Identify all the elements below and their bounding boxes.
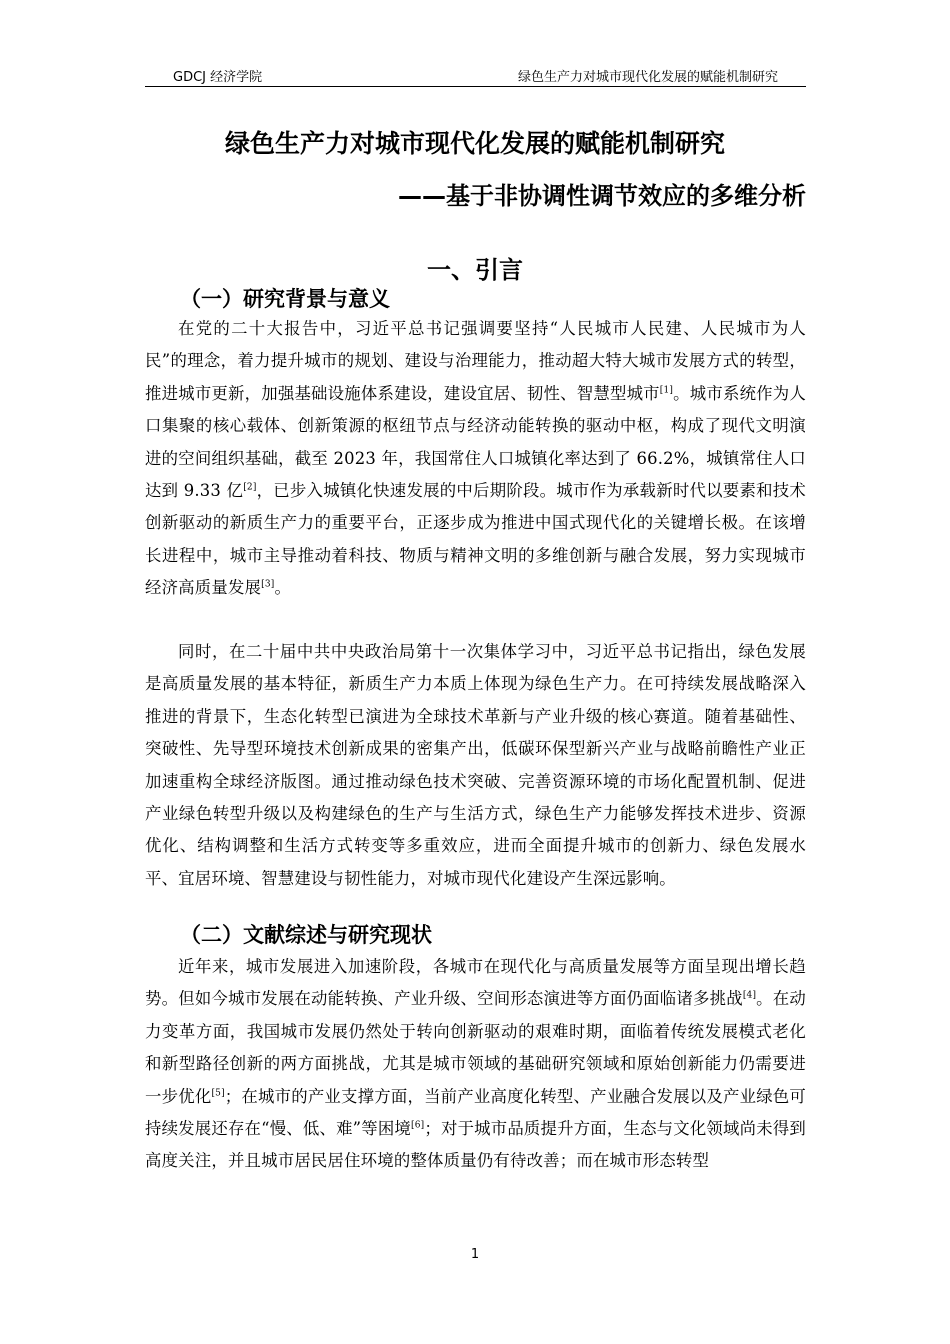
paper-title: 绿色生产力对城市现代化发展的赋能机制研究 bbox=[224, 129, 725, 158]
text-run: ；在城市的产业支撑方面，当前产业高度化转型、产业融合发展以及产业绿色可持续发展还存在“慢、低、难”等困境 bbox=[145, 1086, 806, 1139]
text-run: 。 bbox=[274, 578, 292, 598]
section-heading-introduction: 一、引言 bbox=[427, 256, 523, 284]
text-run: 。在动力变革方面，我国城市发展仍然处于转向创新驱动的艰难时期，面临着传统发展模式老化和新型路径创新的两方面挑战，尤其是城市领域的基础研究领域和原始创新能力仍需要进一步优化 bbox=[145, 989, 806, 1106]
paragraph-background-2: 同时，在二十届中共中央政治局第十一次集体学习中，习近平总书记指出，绿色发展是高质量发展的基本特征，新质生产力本质上体现为绿色生产力。在可持续发展战略深入推进的背景下，生态化转型已演进为全球技术革新与产业升级的核心赛道。随着基础性、突破性、先导型环境技术创新成果的密集产出，低碳环保型新兴产业与战略前瞻性产业正加速重构全球经济版图。通过推动绿色技术突破、完善资源环境的市场化配置机制、促进产业绿色转型升级以及构建绿色的生产与生活方式，绿色生产力能够发挥技术进步、资源优化、结构调整和生活方式转变等多重效应，进而全面提升城市的创新力、绿色发展水平、宜居环境、智慧建设与韧性能力，对城市现代化建设产生深远影响。 bbox=[145, 642, 806, 888]
header-right: 绿色生产力对城市现代化发展的赋能机制研究 bbox=[517, 70, 778, 85]
page-header bbox=[145, 64, 806, 87]
citation-ref: [5] bbox=[211, 1088, 225, 1099]
citation-ref: [4] bbox=[742, 990, 757, 1001]
page-number: 1 bbox=[470, 1247, 480, 1262]
paper-subtitle: ——基于非协调性调节效应的多维分析 bbox=[398, 182, 806, 210]
subsection-heading-literature: （二）文献综述与研究现状 bbox=[180, 923, 432, 947]
text-run: 在党的二十大报告中，习近平总书记强调要坚持“人民城市人民建、人民城市为人民”的理念，着力提升城市的规划、建设与治理能力，推动超大特大城市发展方式的转型，推进城市更新，加强基础设施体系建设，建设宜居、韧性、智慧型城市 bbox=[145, 319, 806, 403]
text-run: 近年来，城市发展进入加速阶段，各城市在现代化与高质量发展等方面呈现出增长趋势。但如今城市发展在动能转换、产业升级、空间形态演进等方面仍面临诸多挑战 bbox=[145, 957, 806, 1009]
text-run: 。城市系统作为人口集聚的核心载体、创新策源的枢纽节点与经济动能转换的驱动中枢，构成了现代文明演进的空间组织基础，截至 2023 年，我国常住人口城镇化率达到了 66.2%，城镇常住人口达到 9.33 亿 bbox=[145, 383, 806, 501]
paragraph-background-1 bbox=[145, 313, 806, 605]
citation-ref: [6] bbox=[411, 1120, 425, 1131]
citation-ref: [1] bbox=[659, 385, 674, 396]
text-run: ，已步入城镇化快速发展的中后期阶段。城市作为承载新时代以要素和技术创新驱动的新质生产力的重要平台，正逐步成为推进中国式现代化的关键增长极。在该增长进程中，城市主导推动着科技、物质与精神文明的多维创新与融合发展，努力实现城市经济高质量发展 bbox=[145, 481, 806, 598]
citation-ref: [2] bbox=[243, 482, 257, 493]
text-run: ；对于城市品质提升方面，生态与文化领域尚未得到高度关注，并且城市居民居住环境的整体质量仍有待改善；而在城市形态转型 bbox=[145, 1119, 806, 1171]
header-left: GDCJ 经济学院 bbox=[173, 70, 263, 85]
paragraph-literature-1 bbox=[145, 951, 806, 1178]
subsection-heading-background: （一）研究背景与意义 bbox=[180, 287, 390, 311]
citation-ref: [3] bbox=[261, 579, 275, 590]
